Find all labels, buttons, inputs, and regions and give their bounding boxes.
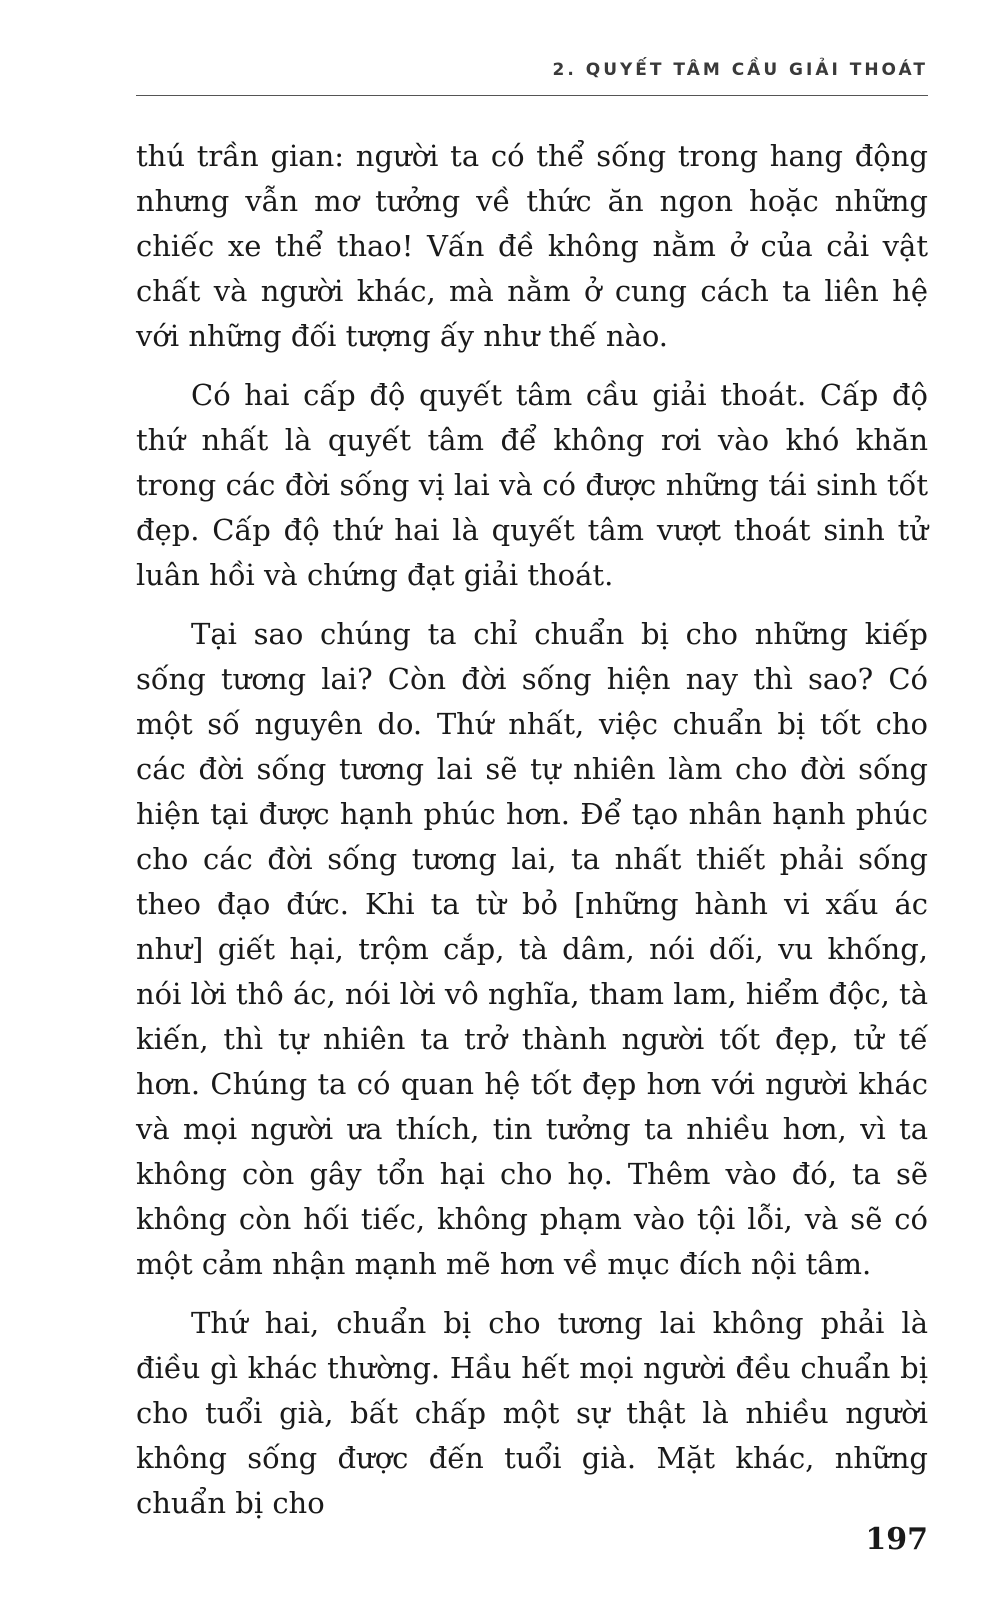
running-header-title: 2. QUYẾT TÂM CẦU GIẢI THOÁT bbox=[552, 60, 928, 80]
header-divider bbox=[136, 95, 928, 96]
body-text bbox=[136, 134, 928, 1540]
paragraph: Có hai cấp độ quyết tâm cầu giải thoát. Cấp độ thứ nhất là quyết tâm để không rơi vào khó khăn trong các đời sống vị lai và có được những tái sinh tốt đẹp. Cấp độ thứ hai là quyết tâm vượt thoát sinh tử luân hồi và chứng đạt giải thoát. bbox=[136, 378, 928, 592]
paragraph: thú trần gian: người ta có thể sống trong hang động nhưng vẫn mơ tưởng về thức ăn ngon hoặc những chiếc xe thể thao! Vấn đề không nằm ở của cải vật chất và người khác, mà nằm ở cung cách ta liên hệ với những đối tượng ấy như thế nào. bbox=[136, 139, 928, 353]
paragraph: Thứ hai, chuẩn bị cho tương lai không phải là điều gì khác thường. Hầu hết mọi người đều chuẩn bị cho tuổi già, bất chấp một sự thật là nhiều người không sống được đến tuổi già. Mặt khác, những chuẩn bị cho bbox=[136, 1306, 928, 1520]
paragraph: Tại sao chúng ta chỉ chuẩn bị cho những kiếp sống tương lai? Còn đời sống hiện nay thì sao? Có một số nguyên do. Thứ nhất, việc chuẩn bị tốt cho các đời sống tương lai sẽ tự nhiên làm cho đời sống hiện tại được hạnh phúc hơn. Để tạo nhân hạnh phúc cho các đời sống tương lai, ta nhất thiết phải sống theo đạo đức. Khi ta từ bỏ [những hành vi xấu ác như] giết hại, trộm cắp, tà dâm, nói dối, vu khống, nói lời thô ác, nói lời vô nghĩa, tham lam, hiểm độc, tà kiến, thì tự nhiên ta trở thành người tốt đẹp, tử tế hơn. Chúng ta có quan hệ tốt đẹp hơn với người khác và mọi người ưa thích, tin tưởng ta nhiều hơn, vì ta không còn gây tổn hại cho họ. Thêm vào đó, ta sẽ không còn hối tiếc, không phạm vào tội lỗi, và sẽ có một cảm nhận mạnh mẽ hơn về mục đích nội tâm. bbox=[136, 617, 928, 1281]
page-number: 197 bbox=[865, 1522, 928, 1557]
